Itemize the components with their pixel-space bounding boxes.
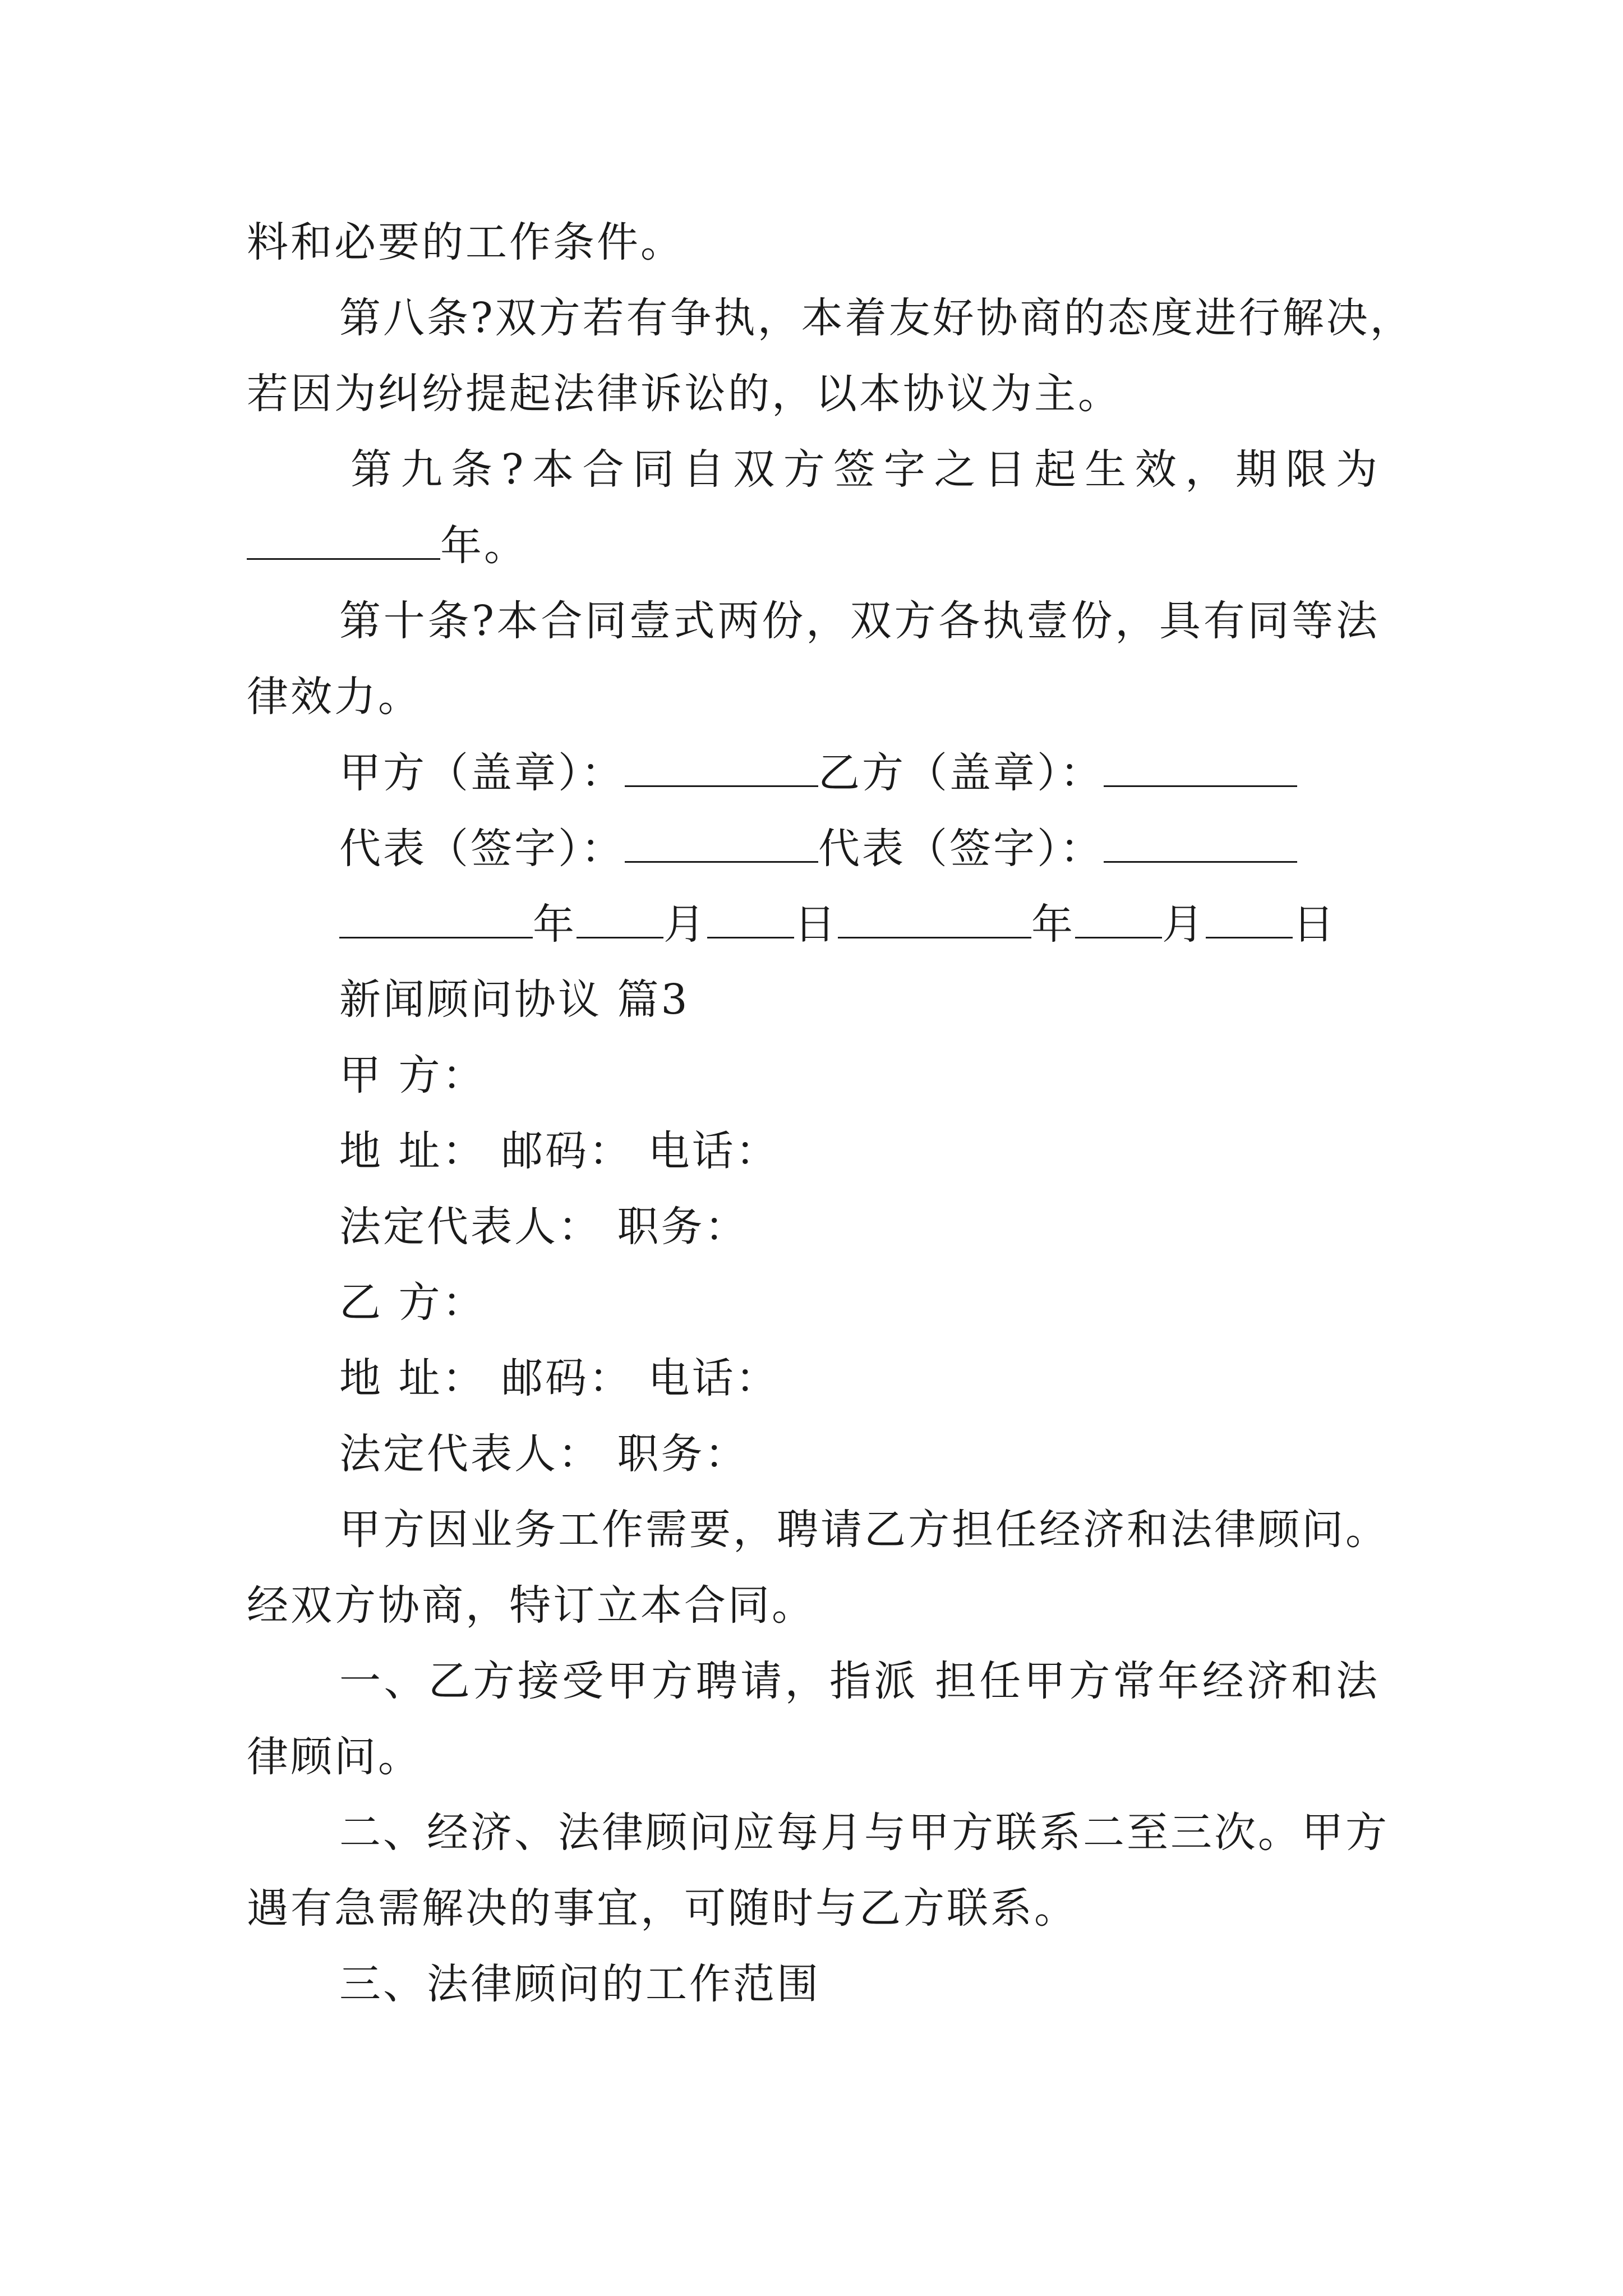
party-a-line: 甲 方： — [339, 1051, 486, 1099]
paragraph-line: 料和必要的工作条件。 — [247, 218, 684, 266]
article-9-line-2 — [247, 522, 528, 570]
date-a-month-blank[interactable] — [577, 903, 663, 938]
date-day-label: 日 — [1293, 900, 1336, 949]
party-b-seal-blank[interactable] — [1104, 752, 1297, 787]
rep-signature-row — [339, 825, 1297, 873]
party-a-seal-label: 甲方（盖章）： — [339, 749, 625, 797]
party-a-rep-label: 代表（签字）： — [339, 825, 625, 873]
date-b-year-blank[interactable] — [838, 903, 1031, 938]
party-b-legal-rep-line: 法定代表人： 职务： — [339, 1430, 749, 1478]
party-b-rep-blank[interactable] — [1104, 827, 1297, 863]
date-a-year-blank[interactable] — [339, 903, 533, 938]
article-10-line-2: 律效力。 — [247, 673, 422, 721]
intro-line-1: 甲方因业务工作需要，聘请乙方担任经济和法律顾问。 — [339, 1506, 1389, 1554]
seal-signature-row — [339, 749, 1297, 797]
date-a-day-blank[interactable] — [707, 903, 794, 938]
party-a-rep-blank[interactable] — [625, 827, 818, 863]
party-a-address-line: 地 址： 邮码： 电话： — [339, 1127, 780, 1175]
party-a-seal-blank[interactable] — [625, 752, 818, 787]
date-month-label: 月 — [1162, 900, 1206, 949]
item-1-line-2: 律顾问。 — [247, 1733, 422, 1781]
article-8-line-1: 第八条?双方若有争执，本着友好协商的态度进行解决， — [339, 294, 1414, 342]
item-3-line-1: 三、法律顾问的工作范围 — [339, 1960, 820, 2008]
party-b-address-line: 地 址： 邮码： 电话： — [339, 1354, 780, 1402]
article-9-suffix: 年。 — [440, 522, 528, 570]
item-2-line-2: 遇有急需解决的事宜，可随时与乙方联系。 — [247, 1884, 1078, 1932]
date-month-label: 月 — [663, 900, 707, 949]
date-year-label: 年 — [533, 900, 577, 949]
party-b-seal-label: 乙方（盖章）： — [818, 749, 1104, 797]
date-day-label: 日 — [794, 900, 838, 949]
article-10-line-1: 第十条?本合同壹式两份，双方各执壹份，具有同等法 — [339, 597, 1380, 645]
item-1-line-1: 一、乙方接受甲方聘请，指派 担任甲方常年经济和法 — [339, 1657, 1380, 1705]
section-title: 新闻顾问协议 篇3 — [339, 976, 690, 1024]
date-b-month-blank[interactable] — [1075, 903, 1162, 938]
term-blank[interactable] — [247, 524, 440, 560]
article-8-line-2: 若因为纠纷提起法律诉讼的，以本协议为主。 — [247, 370, 1122, 418]
date-b-day-blank[interactable] — [1206, 903, 1293, 938]
article-9-line-1: 第九条?本合同自双方签字之日起生效，期限为 — [351, 445, 1380, 494]
party-b-line: 乙 方： — [339, 1278, 486, 1327]
party-b-rep-label: 代表（签字）： — [818, 825, 1104, 873]
intro-line-2: 经双方协商，特订立本合同。 — [247, 1581, 815, 1630]
party-a-legal-rep-line: 法定代表人： 职务： — [339, 1203, 749, 1251]
date-year-label: 年 — [1031, 900, 1075, 949]
date-row — [339, 900, 1336, 949]
item-2-line-1: 二、经济、法律顾问应每月与甲方联系二至三次。甲方 — [339, 1809, 1389, 1857]
